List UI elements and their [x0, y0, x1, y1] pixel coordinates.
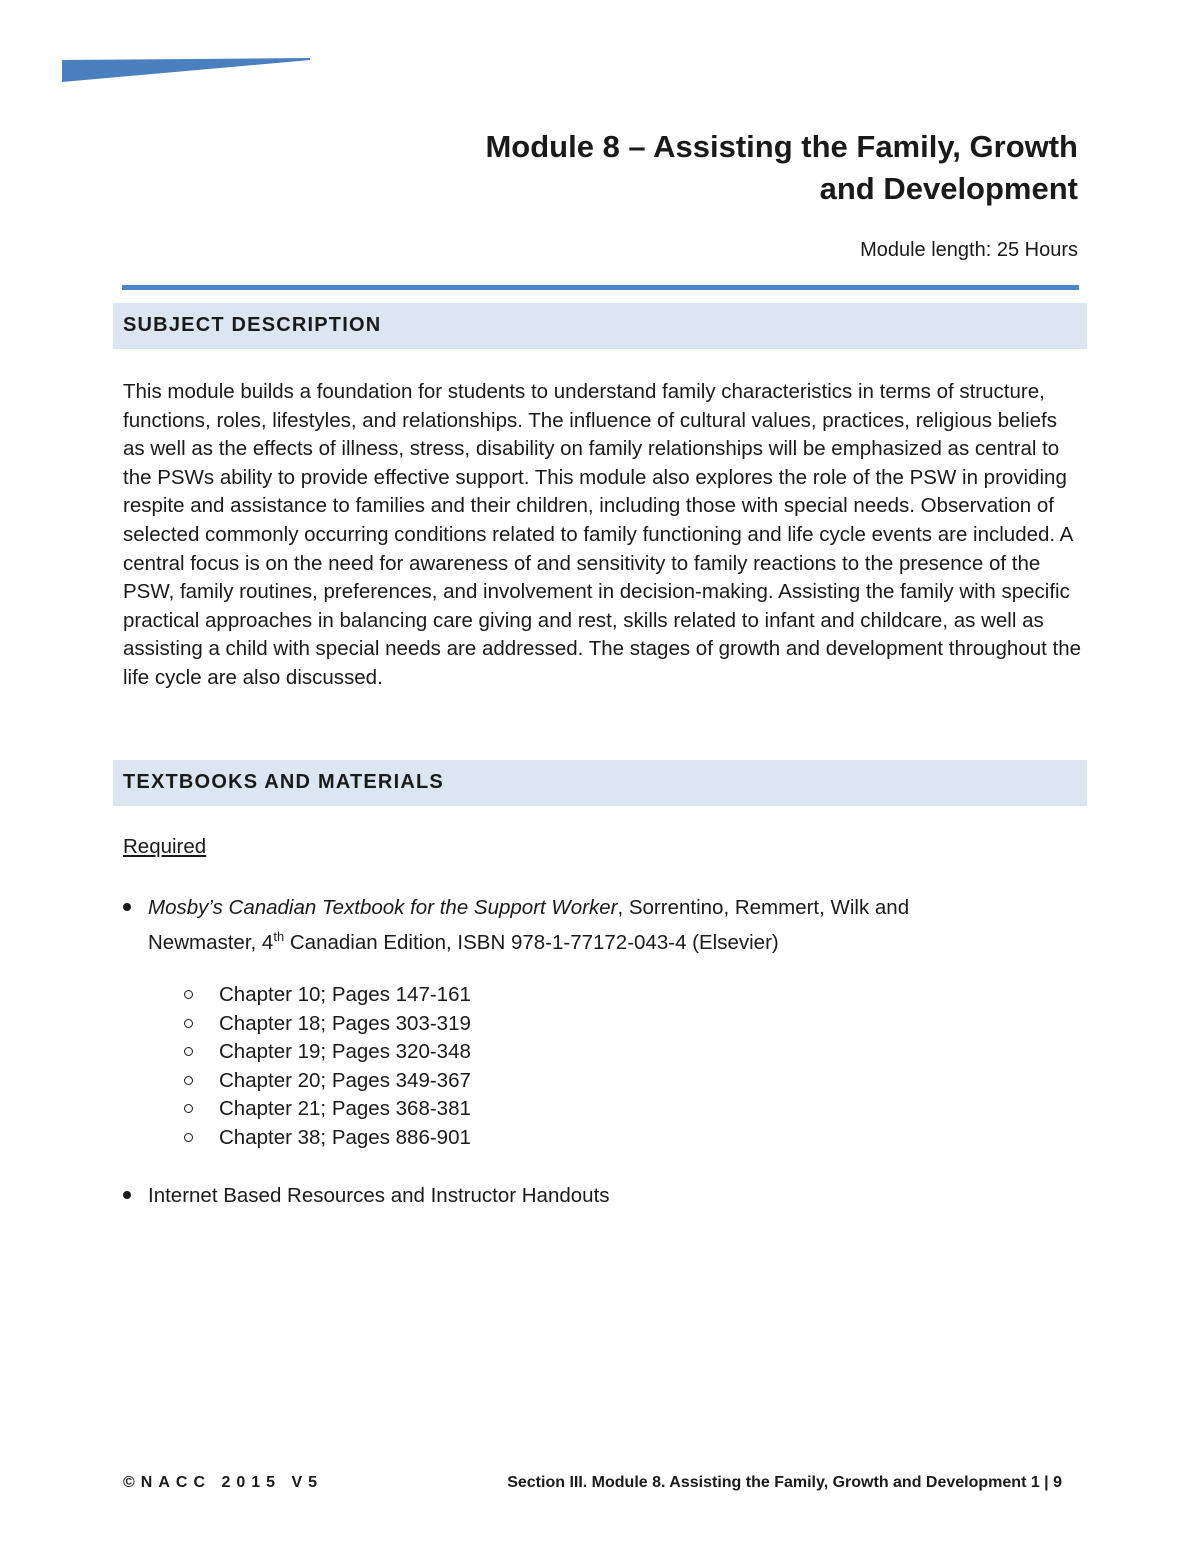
- resources-text: Internet Based Resources and Instructor Handouts: [148, 1184, 610, 1207]
- textbooks-heading-bar: [113, 760, 1087, 806]
- subject-description-body: This module builds a foundation for students to understand family characteristics in terms of structure, functions, roles, lifestyles, and relationships. The influence of cultural values, practices, religious beliefs as well as the effects of illness, stress, disability on family relationships will be emphasized as central to the PSWs ability to provide effective support. This module also explores the role of the PSW in providing respite and assistance to families and their children, including those with special needs. Observation of selected commonly occurring conditions related to family functioning and life cycle events are included. A central focus is on the need for awareness of and sensitivity to family reactions to the presence of the PSW, family routines, preferences, and involvement in decision-making. Assisting the family with specific practical approaches in balancing care giving and rest, skills related to infant and childcare, as well as assisting a child with special needs are addressed. The stages of growth and development throughout the life cycle are also discussed.: [123, 380, 1082, 689]
- circle-bullet-icon: [184, 1076, 193, 1085]
- bullet-icon: [123, 903, 131, 911]
- circle-bullet-icon: [184, 1104, 193, 1113]
- textbook-title: Mosby’s Canadian Textbook for the Support Worker: [148, 896, 618, 919]
- textbook-edition-sup: th: [273, 928, 285, 944]
- module-title: [318, 126, 1078, 210]
- logo-bar: [62, 58, 310, 82]
- subject-description-heading: SUBJECT DESCRIPTION: [123, 314, 382, 336]
- circle-bullet-icon: [184, 990, 193, 999]
- textbook-edition-post: Canadian Edition, ISBN 978-1-77172-043-4 (Elsevier): [284, 930, 779, 954]
- textbooks-heading: TEXTBOOKS AND MATERIALS: [123, 771, 444, 793]
- module-title-line2: and Development: [819, 171, 1078, 206]
- circle-bullet-icon: [184, 1133, 193, 1142]
- header-rule: [122, 285, 1079, 290]
- textbook-edition-pre: Newmaster, 4: [148, 930, 274, 954]
- bullet-icon: [123, 1191, 131, 1199]
- footer-section-page: Section III. Module 8. Assisting the Family, Growth and Development 1 | 9: [507, 1474, 1062, 1491]
- module-length: Module length: 25 Hours: [860, 239, 1078, 261]
- subject-description-heading-bar: [113, 303, 1087, 349]
- required-label: Required: [123, 835, 207, 858]
- circle-bullet-icon: [184, 1047, 193, 1056]
- footer-copyright: ©NACC 2015 V5: [123, 1474, 324, 1491]
- circle-bullet-icon: [184, 1019, 193, 1028]
- module-title-line1: Module 8 – Assisting the Family, Growth: [485, 129, 1078, 164]
- textbook-authors: , Sorrentino, Remmert, Wilk and: [617, 896, 910, 919]
